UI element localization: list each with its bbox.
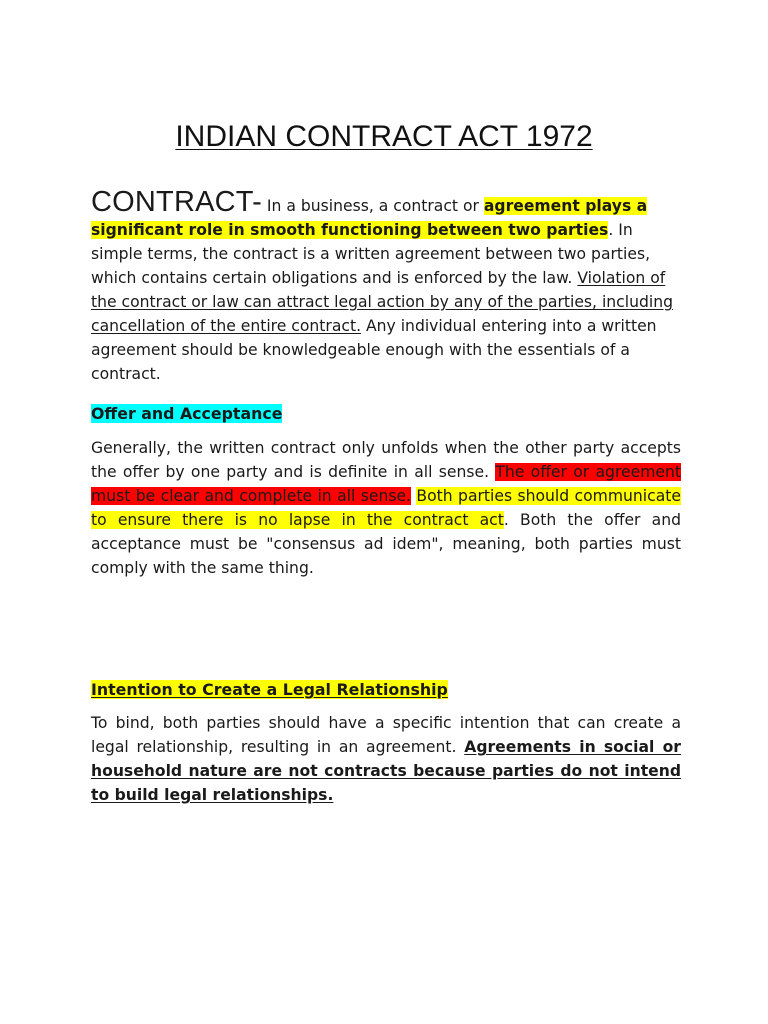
contract-text-3: Any individual entering into a written agreement should be knowledgeable enough with the essentials of a contract. xyxy=(91,317,657,383)
intention-heading-text: Intention to Create a Legal Relationship xyxy=(91,680,448,699)
offer-heading-text: Offer and Acceptance xyxy=(91,404,283,423)
offer-text-1: Generally, the written contract only unfolds when the other party accepts the offer by one party and is definite in all sense. xyxy=(91,439,681,481)
offer-yellow-highlight: Both parties should communicate to ensure there is no lapse in the contract act xyxy=(91,487,681,529)
offer-heading xyxy=(91,402,282,426)
offer-red-highlight: The offer or agreement must be clear and complete in all sense. xyxy=(91,463,681,505)
contract-lead: CONTRACT- xyxy=(91,186,262,218)
contract-text-2: . In simple terms, the contract is a written agreement between two parties, which contains certain obligations and is enforced by the law. xyxy=(91,221,651,287)
offer-paragraph xyxy=(91,436,681,580)
contract-underlined: Violation of the contract or law can attract legal action by any of the parties, including cancellation of the entire contract. xyxy=(91,269,673,335)
contract-text-1: In a business, a contract or xyxy=(261,197,484,215)
contract-paragraph xyxy=(91,186,681,386)
intention-heading xyxy=(91,678,448,702)
intention-bold-underlined: Agreements in social or household nature are not contracts because parties do not intend to build legal relationships. xyxy=(91,738,681,804)
page-title: INDIAN CONTRACT ACT 1972 xyxy=(175,120,593,153)
offer-text-3: . Both the offer and acceptance must be "consensus ad idem", meaning, both parties must comply with the same thing. xyxy=(91,511,681,577)
intention-paragraph xyxy=(91,711,681,807)
contract-highlight: agreement plays a significant role in smooth functioning between two parties xyxy=(91,197,648,239)
intention-text-1: To bind, both parties should have a specific intention that can create a legal relationship, resulting in an agreement. xyxy=(91,714,681,756)
